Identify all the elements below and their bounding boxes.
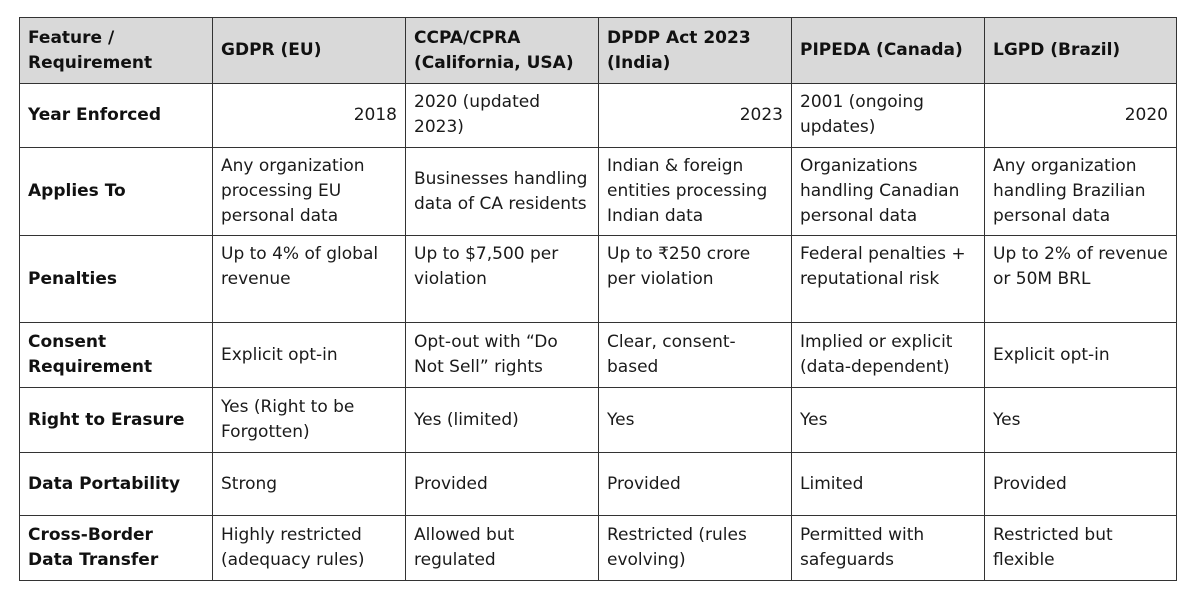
- table-cell: Allowed but regulated: [406, 516, 599, 581]
- comparison-table-container: [19, 17, 1176, 580]
- table-cell: Up to 2% of revenue or 50M BRL: [985, 236, 1177, 323]
- column-header-feature: Feature / Requirement: [20, 18, 213, 84]
- table-cell: Implied or explicit (data-dependent): [792, 323, 985, 388]
- table-cell: Organizations handling Canadian personal data: [792, 148, 985, 236]
- table-row-year-enforced: [20, 84, 1177, 148]
- table-body: [20, 84, 1177, 581]
- table-cell: Clear, consent-based: [599, 323, 792, 388]
- table-cell: Permitted with safeguards: [792, 516, 985, 581]
- table-cell: Restricted but flexible: [985, 516, 1177, 581]
- table-row-cross-border-transfer: [20, 516, 1177, 581]
- table-header: [20, 18, 1177, 84]
- table-cell: Explicit opt-in: [213, 323, 406, 388]
- table-cell: 2020: [985, 84, 1177, 148]
- table-cell: Strong: [213, 453, 406, 516]
- table-cell: 2020 (updated 2023): [406, 84, 599, 148]
- table-cell: Federal penalties + reputational risk: [792, 236, 985, 323]
- column-header-lgpd: LGPD (Brazil): [985, 18, 1177, 84]
- table-cell: Highly restricted (adequacy rules): [213, 516, 406, 581]
- column-header-dpdp: DPDP Act 2023 (India): [599, 18, 792, 84]
- table-cell: Any organization processing EU personal data: [213, 148, 406, 236]
- table-cell: Indian & foreign entities processing Indian data: [599, 148, 792, 236]
- table-row-data-portability: [20, 453, 1177, 516]
- table-row-consent-requirement: [20, 323, 1177, 388]
- table-row-right-to-erasure: [20, 388, 1177, 453]
- table-cell: 2018: [213, 84, 406, 148]
- column-header-ccpa: CCPA/CPRA (California, USA): [406, 18, 599, 84]
- row-label: Penalties: [20, 236, 213, 323]
- privacy-law-comparison-table: [19, 17, 1177, 581]
- table-cell: Businesses handling data of CA residents: [406, 148, 599, 236]
- header-row: [20, 18, 1177, 84]
- table-cell: 2023: [599, 84, 792, 148]
- row-label: Right to Erasure: [20, 388, 213, 453]
- row-label: Consent Requirement: [20, 323, 213, 388]
- table-cell: Yes: [599, 388, 792, 453]
- table-cell: Limited: [792, 453, 985, 516]
- table-cell: Provided: [406, 453, 599, 516]
- table-cell: Up to $7,500 per violation: [406, 236, 599, 323]
- table-cell: Opt-out with “Do Not Sell” rights: [406, 323, 599, 388]
- table-cell: Any organization handling Brazilian personal data: [985, 148, 1177, 236]
- table-cell: Yes: [985, 388, 1177, 453]
- table-row-applies-to: [20, 148, 1177, 236]
- table-cell: Yes (limited): [406, 388, 599, 453]
- table-cell: Up to 4% of global revenue: [213, 236, 406, 323]
- row-label: Data Portability: [20, 453, 213, 516]
- column-header-gdpr: GDPR (EU): [213, 18, 406, 84]
- table-cell: Provided: [599, 453, 792, 516]
- table-cell: Yes (Right to be Forgotten): [213, 388, 406, 453]
- row-label: Applies To: [20, 148, 213, 236]
- table-cell: Provided: [985, 453, 1177, 516]
- table-cell: Explicit opt-in: [985, 323, 1177, 388]
- table-cell: 2001 (ongoing updates): [792, 84, 985, 148]
- row-label: Year Enforced: [20, 84, 213, 148]
- table-cell: Up to ₹250 crore per violation: [599, 236, 792, 323]
- table-row-penalties: [20, 236, 1177, 323]
- table-cell: Yes: [792, 388, 985, 453]
- column-header-pipeda: PIPEDA (Canada): [792, 18, 985, 84]
- row-label: Cross-Border Data Transfer: [20, 516, 213, 581]
- table-cell: Restricted (rules evolving): [599, 516, 792, 581]
